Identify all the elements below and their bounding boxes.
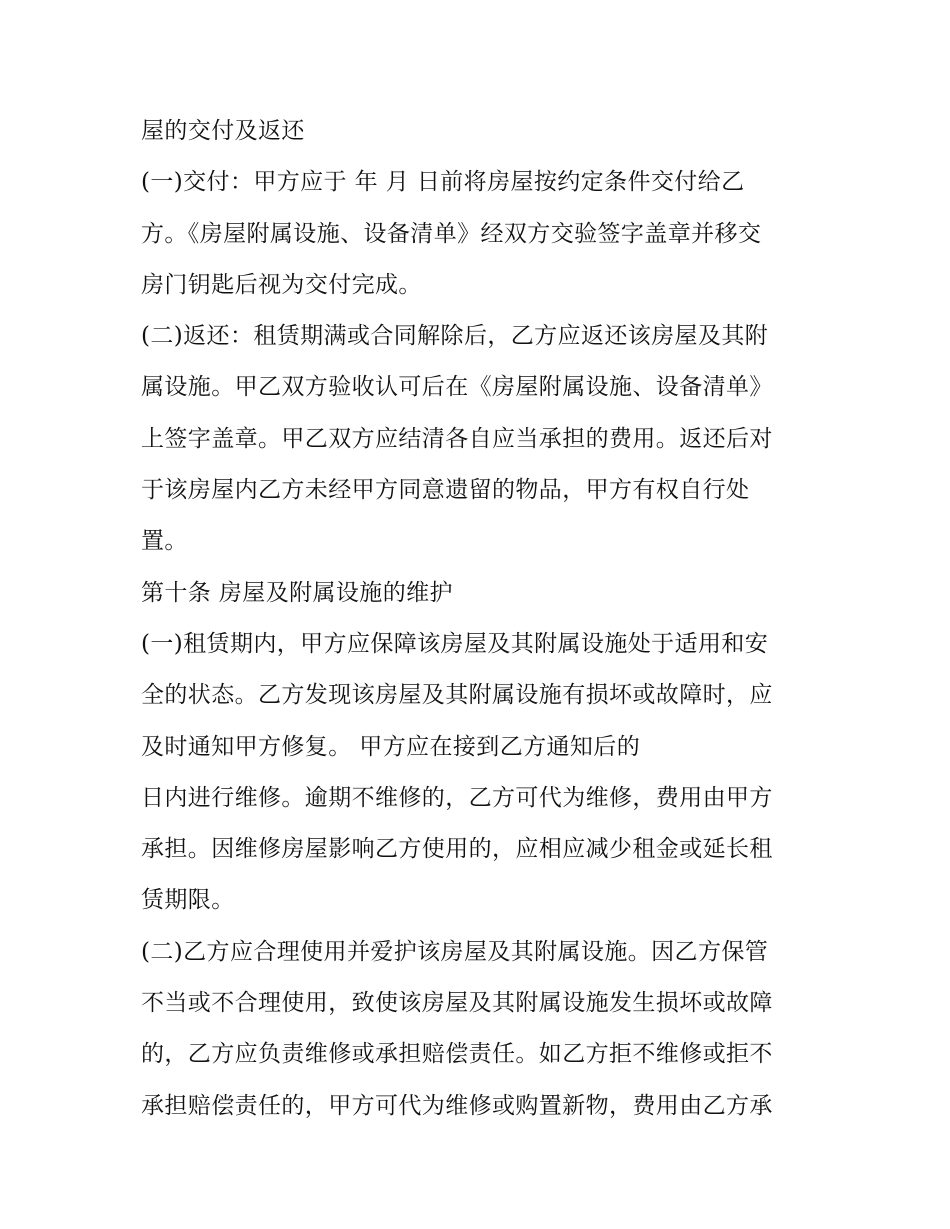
text-line: 属设施。甲乙双方验收认可后在《房屋附属设施、设备清单》	[141, 374, 773, 401]
text-line: 房门钥匙后视为交付完成。	[141, 271, 422, 298]
text-line: 日内进行维修。逾期不维修的，乙方可代为维修，费用由甲方	[141, 784, 773, 811]
text-line-maintenance-clause-2: (二)乙方应合理使用并爱护该房屋及其附属设施。因乙方保管	[141, 938, 769, 965]
text-line: 方。《房屋附属设施、设备清单》经双方交验签字盖章并移交	[141, 220, 762, 247]
text-line: 上签字盖章。甲乙双方应结清各自应当承担的费用。返还后对	[141, 425, 773, 452]
text-line: 承担。因维修房屋影响乙方使用的，应相应减少租金或延长租	[141, 836, 773, 863]
text-line: 不当或不合理使用，致使该房屋及其附属设施发生损坏或故障	[141, 990, 773, 1017]
text-line: 置。	[141, 528, 188, 555]
text-line: 及时通知甲方修复。 甲方应在接到乙方通知后的	[141, 733, 641, 760]
text-line: 的，乙方应负责维修或承担赔偿责任。如乙方拒不维修或拒不	[141, 1041, 773, 1068]
text-line: 承担赔偿责任的，甲方可代为维修或购置新物，费用由乙方承	[141, 1092, 773, 1119]
document-body	[141, 106, 821, 1132]
text-line-delivery-clause: (一)交付：甲方应于 年 月 日前将房屋按约定条件交付给乙	[141, 169, 745, 196]
text-line-section-continuation: 屋的交付及返还	[141, 118, 305, 144]
text-line-maintenance-clause-1: (一)租赁期内，甲方应保障该房屋及其附属设施处于适用和安	[141, 630, 769, 657]
article-heading: 第十条 房屋及附属设施的维护	[141, 579, 453, 606]
text-line: 赁期限。	[141, 887, 235, 914]
text-line: 于该房屋内乙方未经甲方同意遗留的物品，甲方有权自行处	[141, 477, 750, 504]
text-line-return-clause: (二)返还：租赁期满或合同解除后，乙方应返还该房屋及其附	[141, 323, 769, 350]
text-line: 全的状态。乙方发现该房屋及其附属设施有损坏或故障时，应	[141, 682, 773, 709]
